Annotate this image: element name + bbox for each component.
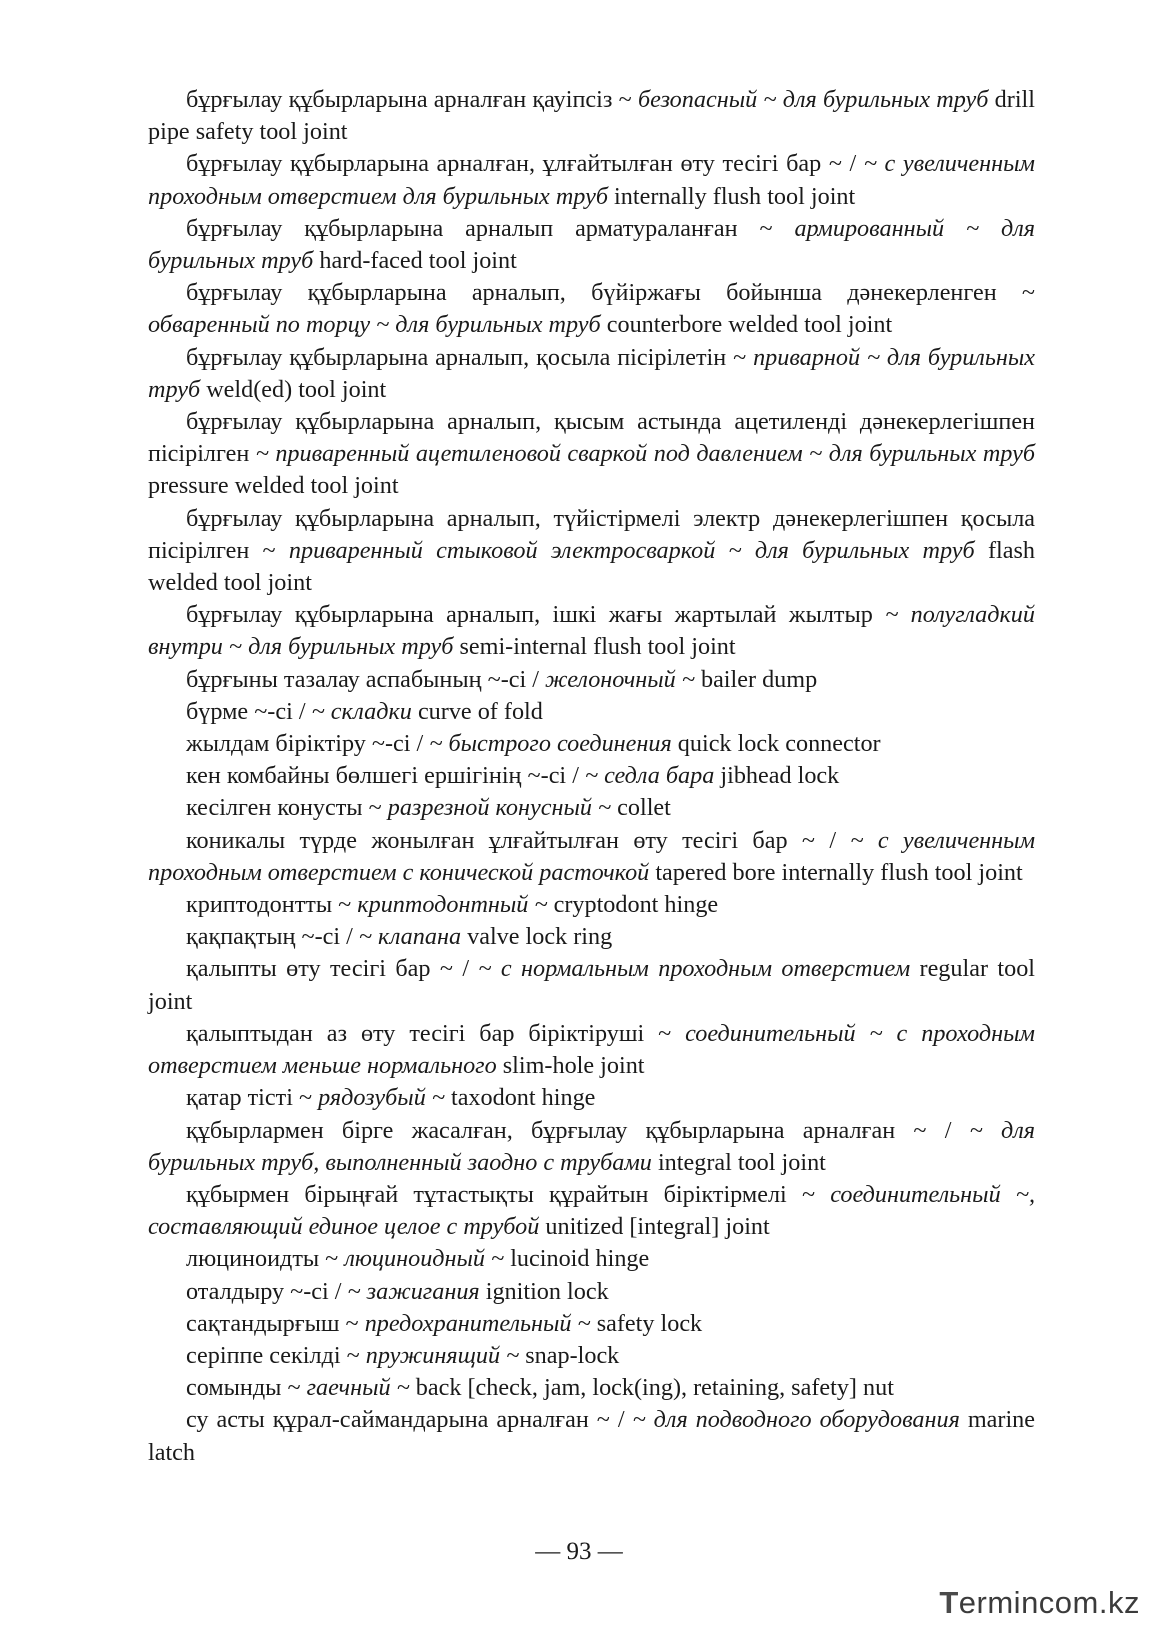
dictionary-entry xyxy=(148,406,1035,503)
entry-text: бұрғылау құбырларына арналып, бүйіржағы бойынша дәнекерленген ~ xyxy=(186,279,1035,307)
dictionary-entry xyxy=(148,728,1035,760)
entry-text: snap-lock xyxy=(519,1341,620,1369)
entry-text: бұрғылау құбырларына арналып, ішкі жағы жартылай жылтыр xyxy=(186,601,886,629)
entry-text: jibhead lock xyxy=(714,762,840,790)
entry-text: бұрғылау құбырларына арналып, қосыла пісірілетін ~ xyxy=(186,343,754,371)
entry-text: taxodont hinge xyxy=(444,1084,596,1112)
entry-text: internally flush tool joint xyxy=(608,182,856,210)
entry-text: drill pipe safety tool joint xyxy=(148,86,1035,146)
russian-translation: ~ клапана xyxy=(358,923,462,951)
entry-text: flash welded tool joint xyxy=(148,536,1035,597)
entry-text: бұрғылау құбырларына арналған, ұлғайтылған өту тесігі бар ~ / xyxy=(186,150,864,178)
entry-text: hard-faced tool joint xyxy=(313,247,517,275)
dictionary-entry xyxy=(148,1276,1035,1308)
entry-text: unitized [integral] joint xyxy=(539,1213,770,1241)
dictionary-entry xyxy=(148,1308,1035,1340)
russian-translation: рядозубый ~ xyxy=(318,1084,445,1112)
entry-text: integral tool joint xyxy=(651,1148,826,1176)
entry-text: pressure welded tool joint xyxy=(148,472,399,500)
entry-text: құбырмен бірыңғай тұтастықты құрайтын біріктірмелі ~ xyxy=(186,1180,831,1208)
dictionary-entry xyxy=(148,825,1035,889)
entry-text: safety lock xyxy=(590,1309,703,1337)
entry-text: жылдам біріктіру ~-сі / xyxy=(186,730,430,758)
entry-text: коникалы түрде жонылған ұлғайтылған өту тесігі бар ~ / xyxy=(186,826,851,854)
entry-text: құбырлармен бірге жасалған, бұрғылау құбырларына арналған ~ / xyxy=(186,1116,970,1144)
entry-text: қақпақтың ~-сі / xyxy=(186,923,359,951)
russian-translation: желоночный ~ xyxy=(545,665,695,693)
dictionary-entry xyxy=(148,1404,1035,1468)
russian-translation: пружинящий ~ xyxy=(365,1341,520,1369)
entry-text: weld(ed) tool joint xyxy=(200,375,387,403)
russian-translation: ~ полугладкий внутри ~ для бурильных труб xyxy=(148,601,1035,661)
dictionary-entry xyxy=(148,889,1035,921)
entry-text: сақтандырғыш ~ xyxy=(186,1309,365,1337)
watermark-text: ermincom.kz xyxy=(958,1585,1140,1620)
russian-translation: разрезной конусный ~ xyxy=(387,794,612,822)
entry-text: quick lock connector xyxy=(671,730,881,758)
russian-translation: ~ для бурильных труб, выполненный заодно с трубами xyxy=(148,1116,1035,1176)
entry-text: бұрғыны тазалау аспабының ~-сі / xyxy=(186,665,546,693)
dictionary-entry xyxy=(148,342,1035,406)
dictionary-entry xyxy=(148,760,1035,792)
entry-text: counterbore welded tool joint xyxy=(600,311,893,339)
entry-text: bailer dump xyxy=(694,665,818,693)
dictionary-entry xyxy=(148,696,1035,728)
dictionary-entry xyxy=(148,1179,1035,1243)
entry-text: кесілген конусты ~ xyxy=(186,794,388,822)
russian-translation: ~ для подводного оборудования xyxy=(632,1406,960,1434)
entry-text: қатар тісті ~ xyxy=(186,1084,319,1112)
entry-text: кен комбайны бөлшегі ершігінің ~-сі / xyxy=(186,762,585,790)
russian-translation: ~ быстрого соединения xyxy=(429,730,672,758)
dictionary-entry xyxy=(148,277,1035,341)
entry-text: curve of fold xyxy=(411,697,543,725)
watermark-t-glyph: T xyxy=(939,1585,959,1620)
entry-text: бұрғылау құбырларына арналып, түйістірмелі электр дәнекерлегішпен қосыла пісірілген ~ xyxy=(148,504,1035,564)
termincom-watermark-logo xyxy=(939,1583,1140,1623)
russian-translation: соединительный ~ с проходным отверстием меньше нормального xyxy=(148,1019,1035,1080)
dictionary-entry xyxy=(148,148,1035,212)
entry-text: қалыпты өту тесігі бар ~ / xyxy=(186,955,479,983)
dictionary-entry xyxy=(148,1340,1035,1372)
entry-text: semi-internal flush tool joint xyxy=(453,633,736,661)
entry-text: люциноидты ~ xyxy=(186,1245,345,1273)
entry-text: криптодонтты ~ xyxy=(186,891,358,919)
entry-text: cryptodont hinge xyxy=(547,891,719,919)
dictionary-entry xyxy=(148,599,1035,663)
entry-text: бұрғылау құбырларына арналып арматураланған ~ xyxy=(186,214,795,242)
russian-translation: гаечный ~ xyxy=(306,1374,410,1402)
russian-translation: ~ приваренный ацетиленовой сваркой под давлением ~ для бурильных труб xyxy=(255,440,1035,468)
russian-translation: ~ складки xyxy=(311,697,412,725)
entry-text: бұрғылау құбырларына арналып, қысым астында ацетиленді дәнекерлегішпен пісірілген xyxy=(148,408,1035,468)
russian-translation: ~ с увеличенным проходным отверстием с конической расточкой xyxy=(148,826,1036,886)
dictionary-entry xyxy=(148,213,1035,277)
russian-translation: безопасный ~ для бурильных труб xyxy=(637,86,989,113)
russian-translation: приваренный стыковой электросваркой ~ для бурильных труб xyxy=(288,536,975,564)
russian-translation: приварной ~ для бурильных труб xyxy=(148,343,1035,403)
russian-translation: предохранительный ~ xyxy=(364,1309,591,1337)
dictionary-entry xyxy=(148,1115,1035,1179)
russian-translation: соединительный ~, составляющий единое целое с трубой xyxy=(148,1180,1035,1241)
dictionary-entry xyxy=(148,921,1035,953)
page-number: — 93 — xyxy=(535,1538,623,1565)
russian-translation: ~ с нормальным проходным отверстием xyxy=(478,955,911,983)
entry-text: ignition lock xyxy=(479,1277,609,1305)
dictionary-entry xyxy=(148,503,1035,600)
entry-text: marine latch xyxy=(148,1406,1035,1466)
russian-translation: ~ зажигания xyxy=(347,1277,480,1305)
entry-text: бүрме ~-сі / xyxy=(186,697,312,725)
dictionary-entry xyxy=(148,1372,1035,1404)
entry-text: collet xyxy=(611,794,671,822)
russian-translation: ~ седла бара xyxy=(584,762,715,790)
entry-text: back [check, jam, lock(ing), retaining, safety] nut xyxy=(409,1374,894,1402)
dictionary-entry xyxy=(148,1018,1035,1082)
entry-text: бұрғылау құбырларына арналған қауіпсіз ~ xyxy=(186,86,638,113)
russian-translation: криптодонтный ~ xyxy=(357,891,548,919)
entry-text: оталдыру ~-сі / xyxy=(186,1277,348,1305)
russian-translation: обваренный по торцу ~ для бурильных труб xyxy=(148,311,601,339)
entry-text: сомынды ~ xyxy=(186,1374,307,1402)
russian-translation: люциноидный ~ xyxy=(344,1245,505,1273)
entry-text: су асты құрал-саймандарына арналған ~ / xyxy=(186,1406,633,1434)
dictionary-entry xyxy=(148,84,1035,148)
dictionary-entry xyxy=(148,792,1035,824)
entry-text: lucinoid hinge xyxy=(504,1245,650,1273)
russian-translation: ~ с увеличенным проходным отверстием для бурильных труб xyxy=(148,150,1035,210)
dictionary-entry xyxy=(148,664,1035,696)
entry-text: серіппе секілді ~ xyxy=(186,1341,366,1369)
dictionary-entry xyxy=(148,1243,1035,1275)
dictionary-entry xyxy=(148,1082,1035,1114)
russian-translation: армированный ~ для бурильных труб xyxy=(148,214,1035,275)
entry-text: tapered bore internally flush tool joint xyxy=(649,858,1023,886)
entry-text: valve lock ring xyxy=(461,923,613,951)
entry-text: regular tool joint xyxy=(148,955,1036,1015)
entry-text: slim-hole joint xyxy=(496,1052,645,1080)
dictionary-entries xyxy=(148,84,1035,1469)
dictionary-entry xyxy=(148,953,1035,1017)
entry-text: қалыптыдан аз өту тесігі бар біріктіруші ~ xyxy=(186,1019,686,1047)
